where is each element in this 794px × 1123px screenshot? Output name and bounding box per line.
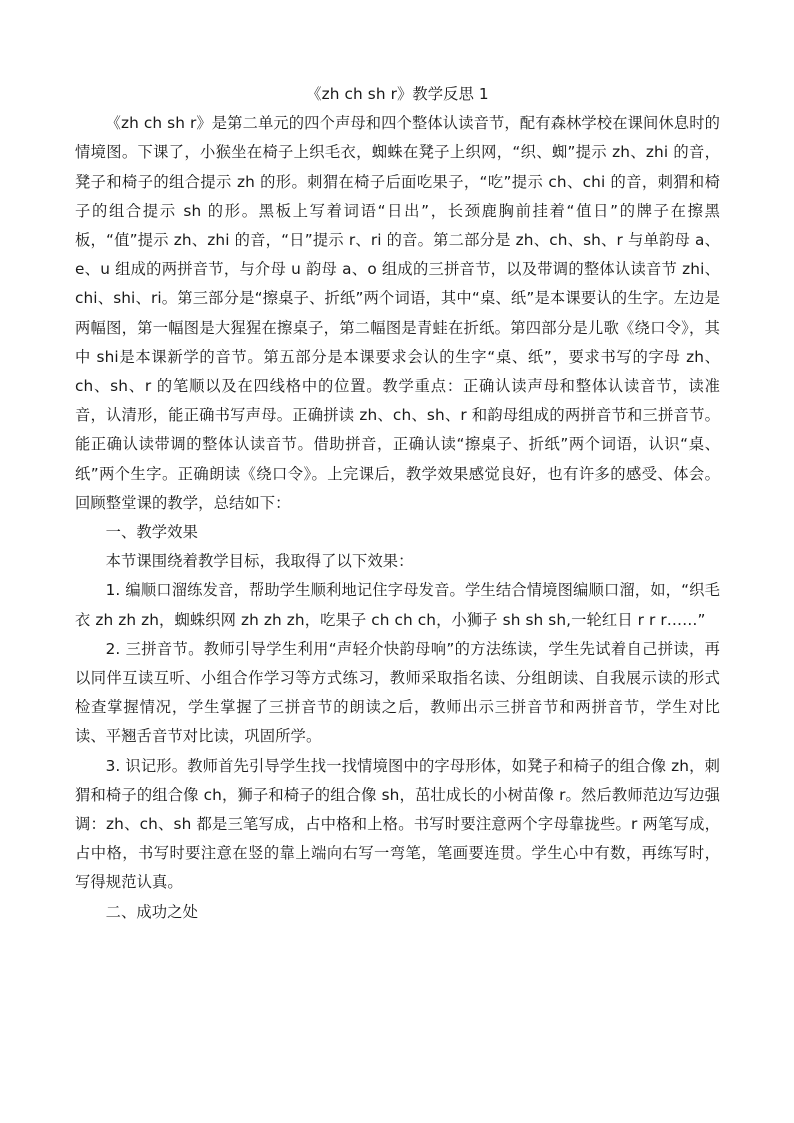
section-heading-teaching-effect: 一、教学效果 bbox=[105, 523, 198, 542]
document-title: 《zh ch sh r》教学反思 1 bbox=[306, 85, 489, 103]
document-body bbox=[75, 80, 720, 927]
list-item-three-part-syllables: 2. 三拼音节。教师引导学生利用“声轻介快韵母响”的方法练读，学生先试着自己拼读，再以同伴互读互听、小组合作学习等方式练习，教师采取指名读、分组朗读、自我展示读的形式检查掌握情况，学生掌握了三拼音节的朗读之后，教师出示三拼音节和两拼音节，学生对比读、平翘舌音节对比读，巩固所学。 bbox=[75, 639, 720, 746]
section-lead-paragraph: 本节课围绕着教学目标，我取得了以下效果： bbox=[105, 552, 414, 571]
section-heading-successes: 二、成功之处 bbox=[105, 902, 198, 921]
list-item-rhyme-practice: 1. 编顺口溜练发音，帮助学生顺利地记住字母发音。学生结合情境图编顺口溜，如，“织毛衣 zh zh zh，蜘蛛织网 zh zh zh，吃果子 ch ch ch，小狮子 sh sh sh,一轮红日 r r r……” bbox=[75, 581, 720, 629]
intro-paragraph: 《zh ch sh r》是第二单元的四个声母和四个整体认读音节，配有森林学校在课间休息时的情境图。下课了，小猴坐在椅子上织毛衣，蜘蛛在凳子上织网，“织、蜘”提示 zh、zhi 的音，凳子和椅子的组合提示 zh 的形。刺猬在椅子后面吃果子，“吃”提示 ch、chi 的音，刺猬和椅子的组合提示 sh 的形。黑板上写着词语“日出”，长颈鹿胸前挂着“值日”的牌子在擦黑板，“值”提示 zh、zhi 的音，“日”提示 r、ri 的音。第二部分是 zh、ch、sh、r 与单韵母 a、e、u 组成的两拼音节，与介母 u 韵母 a、o 组成的三拼音节，以及带调的整体认读音节 zhi、chi、shi、ri。第三部分是“擦桌子、折纸”两个词语，其中“桌、纸”是本课要认的生字。左边是两幅图，第一幅图是大猩猩在擦桌子，第二幅图是青蛙在折纸。第四部分是儿歌《绕口令》，其中 shi是本课新学的音节。第五部分是本课要求会认的生字“桌、纸”，要求书写的字母 zh、ch、sh、r 的笔顺以及在四线格中的位置。教学重点：正确认读声母和整体认读音节，读准音，认清形，能正确书写声母。正确拼读 zh、ch、sh、r 和韵母组成的两拼音节和三拼音节。能正确认读带调的整体认读音节。借助拼音，正确认读“擦桌子、折纸”两个词语，认识“桌、纸”两个生字。正确朗读《绕口令》。上完课后，教学效果感觉良好，也有许多的感受、体会。回顾整堂课的教学，总结如下： bbox=[75, 114, 720, 512]
list-item-letter-shapes: 3. 识记形。教师首先引导学生找一找情境图中的字母形体，如凳子和椅子的组合像 zh，刺猬和椅子的组合像 ch，狮子和椅子的组合像 sh，茁壮成长的小树苗像 r。然后教师范边写边强调：zh、ch、sh 都是三笔写成，占中格和上格。书写时要注意两个字母靠拢些。r 两笔写成，占中格，书写时要注意在竖的靠上端向右写一弯笔，笔画要连贯。学生心中有数，再练写时，写得规范认真。 bbox=[75, 756, 720, 892]
